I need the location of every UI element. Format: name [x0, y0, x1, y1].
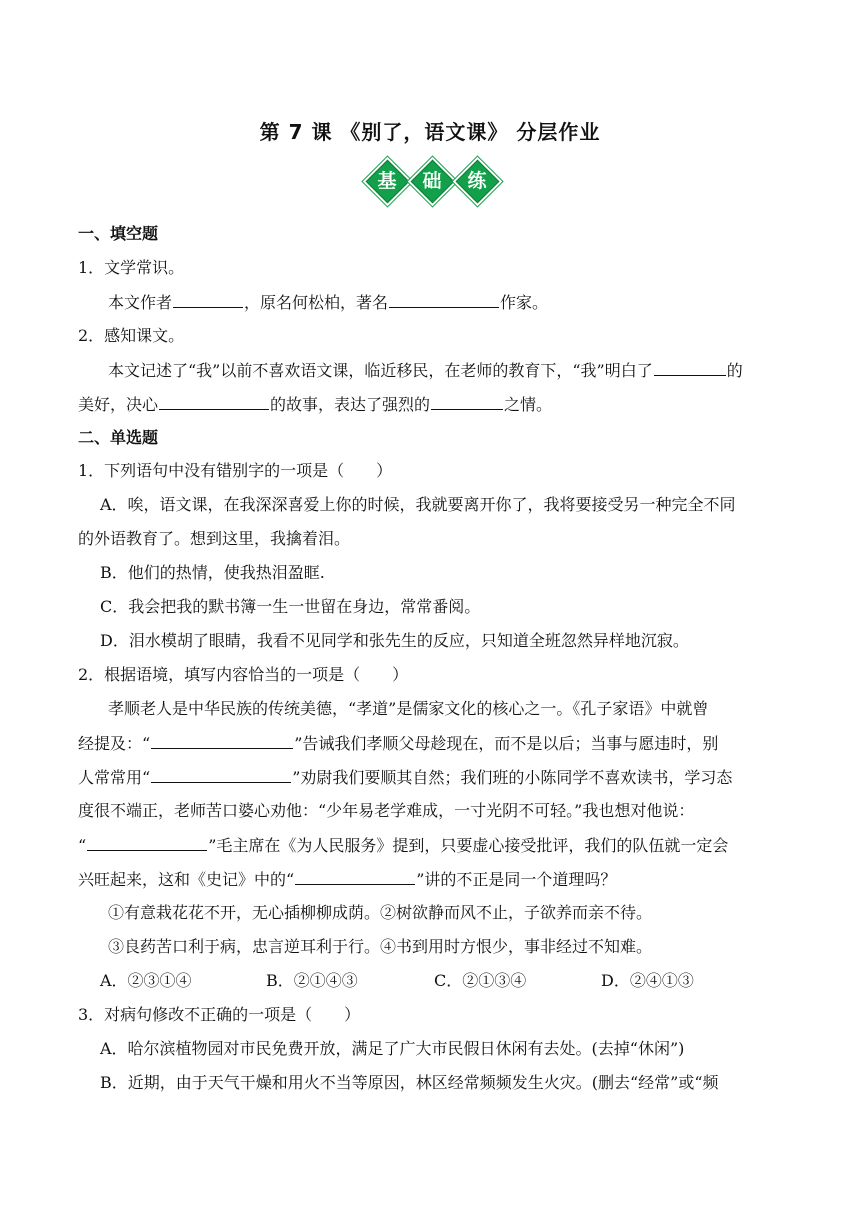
fill-q2-text-2: 美好，决心 的故事，表达了强烈的 之情。 — [78, 395, 553, 414]
choice-q3-stem: 3．对病句修改不正确的一项是（ ） — [78, 1005, 361, 1024]
fill-q1-text: 本文作者 ，原名何松柏，著名 作家。 — [108, 293, 549, 312]
section-heading-choice: 二、单选题 — [78, 428, 159, 447]
answer-blank[interactable] — [431, 394, 503, 410]
answer-blank[interactable] — [159, 394, 269, 410]
choice-q2-option-d: D．②④①③ — [601, 971, 694, 990]
choice-q2-items-1: ①有意栽花花不开，无心插柳柳成荫。②树欲静而风不止，子欲养而亲不待。 — [108, 903, 653, 922]
choice-q3-option-a: A．哈尔滨植物园对市民免费开放，满足了广大市民假日休闲有去处。(去掉“休闲”) — [100, 1039, 685, 1058]
choice-q3-option-b: B．近期，由于天气干燥和用火不当等原因，林区经常频频发生火灾。(删去“经常”或“频 — [100, 1073, 719, 1092]
answer-blank[interactable] — [654, 360, 726, 376]
badge-diamond-1 — [366, 160, 408, 202]
page-title: 第 7 课 《别了，语文课》 分层作业 — [259, 120, 601, 144]
choice-q1-stem: 1．下列语句中没有错别字的一项是（ ） — [78, 461, 393, 480]
fill-q2-text-1: 本文记述了“我”以前不喜欢语文课，临近移民，在老师的教育下，“我”明白了 的 — [108, 361, 743, 380]
choice-q2-passage-1: 孝顺老人是中华民族的传统美德，“孝道”是儒家文化的核心之一。《孔子家语》中就曾 — [108, 699, 709, 718]
choice-q2-option-a: A．②③①④ — [100, 971, 192, 990]
choice-q2-option-b: B．②①④③ — [266, 971, 358, 990]
choice-q2-passage-4: 度很不端正，老师苦口婆心劝他：“少年易老学难成，一寸光阴不可轻。”我也想对他说： — [78, 801, 695, 820]
answer-blank[interactable] — [173, 292, 243, 308]
choice-q2-items-2: ③良药苦口利于病，忠言逆耳利于行。④书到用时方恨少，事非经过不知难。 — [108, 937, 653, 956]
choice-q2-passage-6: 兴旺起来，这和《史记》中的“ ”讲的不正是同一个道理吗？ — [78, 870, 617, 889]
choice-q2-passage-2: 经提及：“ ”告诫我们孝顺父母趁现在，而不是以后；当事与愿违时，别 — [78, 734, 719, 753]
choice-q2-passage-5: “ ”毛主席在《为人民服务》提到，只要虚心接受批评，我们的队伍就一定会 — [78, 836, 729, 855]
fill-q1-label: 1．文学常识。 — [78, 258, 185, 277]
section-heading-fill: 一、填空题 — [78, 224, 159, 243]
choice-q2-option-c: C．②①③④ — [434, 971, 527, 990]
fill-q2-label: 2．感知课文。 — [78, 326, 185, 345]
badge-diamond-2 — [411, 160, 453, 202]
badge-char: 练 — [467, 170, 487, 192]
answer-blank[interactable] — [87, 835, 207, 851]
choice-q1-option-c: C．我会把我的默书簿一生一世留在身边，常常番阅。 — [100, 597, 481, 616]
choice-q1-option-d: D．泪水模胡了眼睛，我看不见同学和张先生的反应，只知道全班忽然异样地沉寂。 — [100, 631, 689, 650]
choice-q1-option-a-cont: 的外语教育了。想到这里，我擒着泪。 — [78, 529, 351, 548]
badge-char: 础 — [422, 170, 442, 192]
choice-q1-option-a: A．唉，语文课，在我深深喜爱上你的时候，我就要离开你了，我将要接受另一种完全不同 — [100, 495, 736, 514]
badge-diamond-3 — [456, 160, 498, 202]
basic-practice-badge — [366, 160, 498, 202]
badge-char: 基 — [377, 170, 397, 192]
answer-blank[interactable] — [151, 767, 291, 783]
choice-q2-passage-3: 人常常用“ ”劝尉我们要顺其自然；我们班的小陈同学不喜欢读书，学习态 — [78, 768, 733, 787]
choice-q1-option-b: B．他们的热情，使我热泪盈眶. — [100, 563, 325, 582]
answer-blank[interactable] — [295, 869, 415, 885]
answer-blank[interactable] — [389, 292, 499, 308]
choice-q2-stem: 2．根据语境，填写内容恰当的一项是（ ） — [78, 665, 409, 684]
answer-blank[interactable] — [151, 733, 293, 749]
